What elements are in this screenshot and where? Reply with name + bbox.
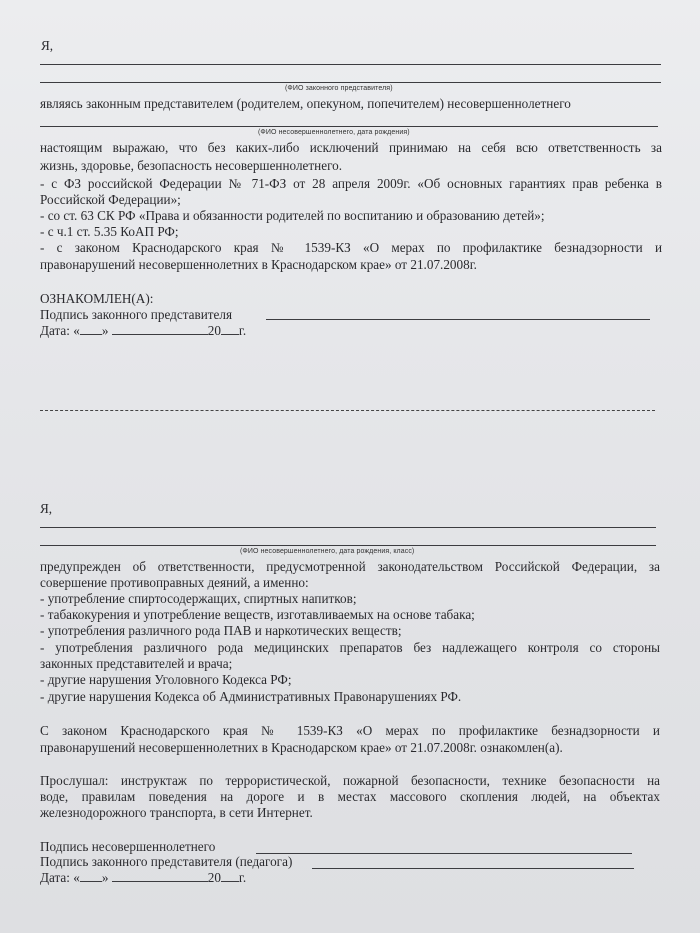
bottom-text-line-9: - другие нарушения Кодекса об Административных Правонарушениях РФ. (40, 689, 462, 704)
top-text-line-6: - с ч.1 ст. 5.35 КоАП РФ; (40, 224, 179, 239)
bottom-text-line-1: предупрежден об ответственности, предусмотренной законодательством Российской Федерации, за (40, 559, 660, 574)
top-rep-line-2[interactable] (40, 82, 661, 83)
bottom-brief-line-1: Прослушал: инструктаж по террористической, пожарной безопасности, технике безопасности на (40, 773, 660, 788)
bottom-date-mid: » (101, 870, 109, 885)
bottom-date-year-suffix: г. (238, 870, 247, 885)
bottom-brief-line-2: воде, правилам поведения на дороге и в местах массового скопления людей, на объектах (40, 789, 660, 804)
top-text-line-4: Российской Федерации»; (40, 192, 181, 207)
cut-line-divider (40, 410, 655, 411)
top-text-line-7: - с законом Краснодарского края № 1539-КЗ «О мерах по профилактике безнадзорности и (40, 240, 662, 255)
bottom-sign-minor-line[interactable] (256, 853, 632, 854)
bottom-minor-line-1[interactable] (40, 527, 656, 528)
top-date-year-blank[interactable] (221, 323, 239, 335)
bottom-text-line-6: - употребления различного рода медицинских препаратов без надлежащего контроля со стороны (40, 640, 660, 655)
top-minor-caption: (ФИО несовершеннолетнего, дата рождения) (258, 129, 410, 136)
bottom-text-line-3: - употребление спиртосодержащих, спиртных напитков; (40, 591, 357, 606)
top-text-line-1: настоящим выражаю, что без каких-либо исключений принимаю на себя всю ответственность за (40, 140, 662, 155)
bottom-text-line-8: - другие нарушения Уголовного Кодекса РФ; (40, 672, 292, 687)
bottom-date-month-blank[interactable] (112, 870, 208, 882)
top-date-mid: » (101, 323, 109, 338)
bottom-sign-rep-label: Подпись законного представителя (педагога) (40, 854, 293, 869)
top-text-line-2: жизнь, здоровье, безопасность несовершеннолетнего. (40, 158, 343, 173)
top-date-month-blank[interactable] (112, 323, 208, 335)
bottom-date-row (40, 870, 246, 886)
top-date-row (40, 323, 246, 339)
top-ack-heading: ОЗНАКОМЛЕН(А): (40, 291, 154, 306)
top-minor-line[interactable] (40, 126, 658, 127)
bottom-minor-line-2[interactable] (40, 545, 656, 546)
top-text-line-5: - со ст. 63 СК РФ «Права и обязанности родителей по воспитанию и образованию детей»; (40, 208, 545, 223)
bottom-law-line-1: С законом Краснодарского края № 1539-КЗ «О мерах по профилактике безнадзорности и (40, 723, 660, 738)
bottom-sign-minor-label: Подпись несовершеннолетнего (40, 839, 216, 854)
top-text-line-3: - с ФЗ российской Федерации № 71-ФЗ от 28 апреля 2009г. «Об основных гарантиях прав ребенка в (40, 176, 662, 191)
bottom-date-day-blank[interactable] (80, 870, 102, 882)
top-rep-line-1[interactable] (40, 64, 661, 65)
top-date-year-suffix: г. (238, 323, 247, 338)
top-being-rep: являясь законным представителем (родителем, опекуном, попечителем) несовершеннолетнего (40, 96, 571, 111)
bottom-minor-caption: (ФИО несовершеннолетнего, дата рождения, класс) (240, 548, 415, 555)
top-date-year: 20 (207, 323, 221, 338)
bottom-sign-rep-line[interactable] (312, 868, 634, 869)
bottom-brief-line-3: железнодорожного транспорта, в сети Интернет. (40, 805, 313, 820)
top-date-day-blank[interactable] (80, 323, 102, 335)
bottom-text-line-4: - табакокурения и употребление веществ, изготавливаемых на основе табака; (40, 607, 475, 622)
bottom-text-line-7: законных представителей и врача; (40, 656, 233, 671)
top-ya: Я, (41, 38, 54, 53)
bottom-date-label: Дата: « (40, 870, 80, 885)
bottom-date-year-blank[interactable] (221, 870, 239, 882)
bottom-law-line-2: правонарушений несовершеннолетних в Краснодарском крае» от 21.07.2008г. ознакомлен(а). (40, 740, 563, 755)
top-rep-caption: (ФИО законного представителя) (285, 85, 393, 92)
top-sign-rep-line[interactable] (266, 319, 650, 320)
bottom-text-line-5: - употребления различного рода ПАВ и наркотических веществ; (40, 623, 402, 638)
top-sign-rep-label: Подпись законного представителя (40, 307, 233, 322)
bottom-text-line-2: совершение противоправных деяний, а именно: (40, 575, 309, 590)
bottom-date-year: 20 (207, 870, 221, 885)
top-date-label: Дата: « (40, 323, 80, 338)
top-text-line-8: правонарушений несовершеннолетних в Краснодарском крае» от 21.07.2008г. (40, 257, 477, 272)
bottom-ya: Я, (40, 501, 53, 516)
